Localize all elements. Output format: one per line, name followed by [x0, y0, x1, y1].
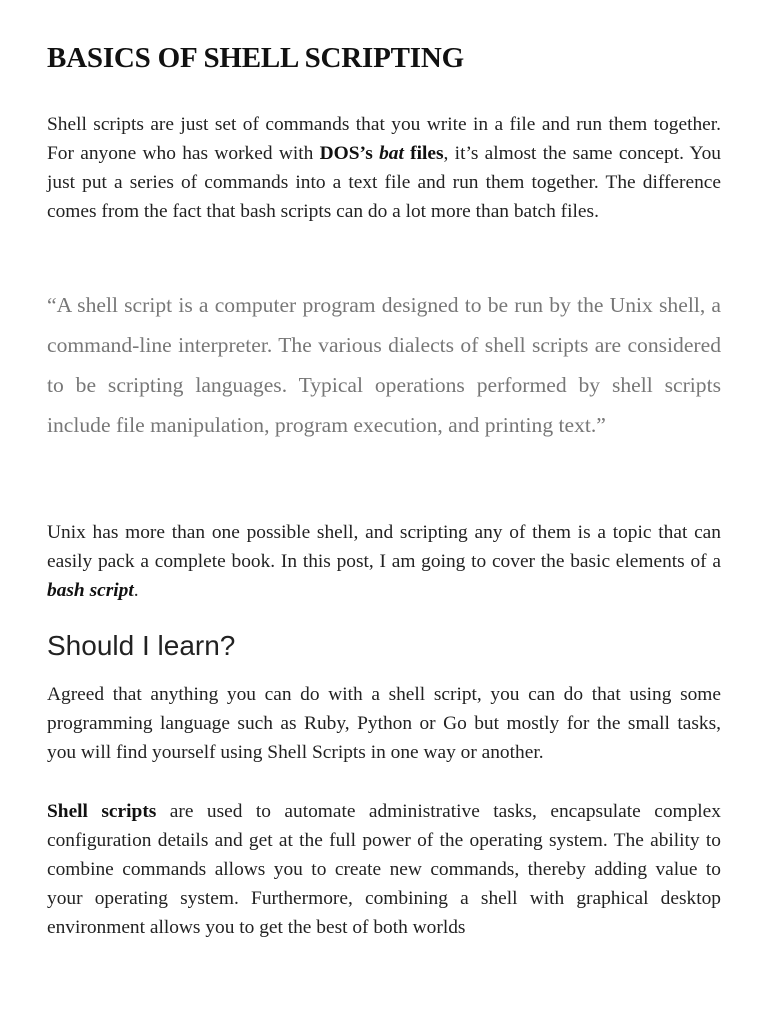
shell-scripts-text: are used to automate administrative tasks, encapsulate complex configuration details and get at the full power of the operating system. The ability to combine commands allows you to create new commands, thereby adding value to your operating system. Furthermore, combining a shell with graphical desktop environment allows you to get the best of both worlds: [47, 801, 721, 938]
bat-bold-italic-text: bat: [379, 143, 404, 164]
intro-text-end: , it’s almost the same concept. You just put a series of commands into a text file and run them together. The difference comes from the fact that bash scripts can do a lot more than batch files.: [47, 143, 721, 222]
shell-scripts-bold-text: Shell scripts: [47, 801, 157, 822]
files-bold-text: files: [403, 143, 444, 164]
article-title: BASICS OF SHELL SCRIPTING: [47, 42, 464, 74]
unix-text-end: .: [133, 580, 139, 601]
section-heading-should-i-learn: Should I learn?: [47, 630, 236, 661]
unix-text-start: Unix has more than one possible shell, and scripting any of them is a topic that can easily pack a complete book. In this post, I am going to cover the basic elements of a: [47, 522, 721, 572]
bash-script-bold-italic-text: bash script: [47, 580, 134, 601]
intro-text-start: Shell scripts are just set of commands that you write in a file and run them together. For anyone who has worked with: [47, 114, 721, 164]
shell-script-quote: “A shell script is a computer program designed to be run by the Unix shell, a command-line interpreter. The various dialects of shell scripts are considered to be scripting languages. Typical operations performed by shell scripts include file manipulation, program execution, and printing text.”: [47, 293, 721, 437]
learn-paragraph: Agreed that anything you can do with a shell script, you can do that using some programming language such as Ruby, Python or Go but mostly for the small tasks, you will find yourself using Shell Scripts in one way or another.: [47, 684, 721, 763]
dos-bold-text: DOS’s: [319, 143, 380, 164]
shell-scripts-paragraph: [47, 797, 721, 942]
intro-paragraph: [47, 110, 721, 226]
unix-paragraph: [47, 518, 721, 605]
